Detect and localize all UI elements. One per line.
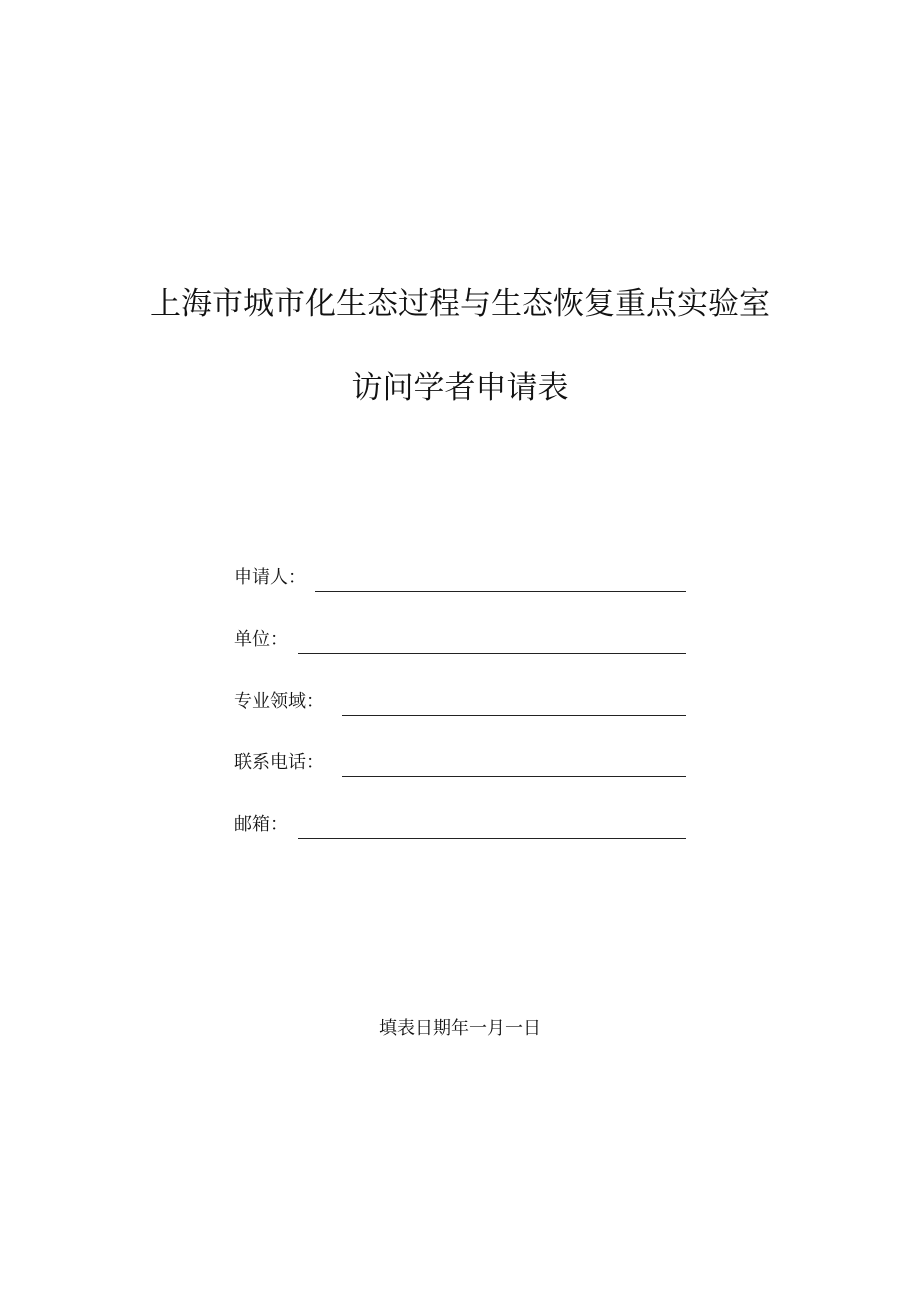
organization-field-row [234,624,686,654]
specialty-field-row [234,686,686,716]
email-field-row [234,809,686,839]
email-blank-line [298,838,686,839]
phone-label: 联系电话： [234,752,324,773]
fill-date-line: 填表日期年一月一日 [379,1018,541,1039]
organization-label: 单位： [234,629,288,650]
specialty-blank-line [342,715,686,716]
applicant-label: 申请人： [234,567,306,588]
applicant-blank-line [315,591,686,592]
phone-field-row [234,747,686,777]
document-title-line1: 上海市城市化生态过程与生态恢复重点实验室 [150,286,770,322]
document-title-line2: 访问学者申请表 [351,370,569,406]
applicant-field-row [234,562,686,592]
phone-blank-line [342,776,686,777]
specialty-label: 专业领域： [234,691,324,712]
organization-blank-line [298,653,686,654]
email-label: 邮箱： [234,814,288,835]
